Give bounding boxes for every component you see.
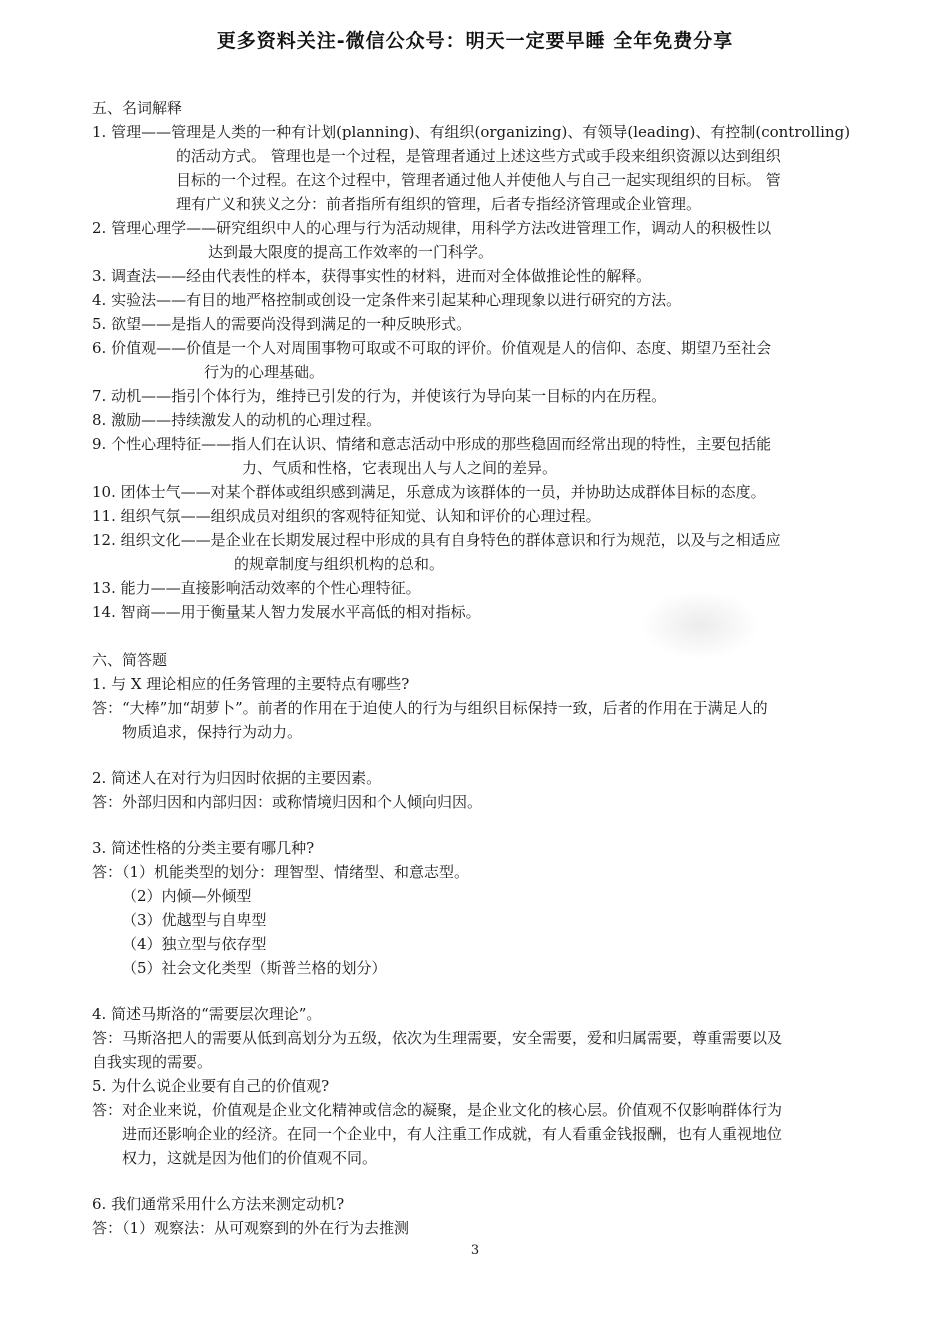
term-item-4: 4. 实验法——有目的地严格控制或创设一定条件来引起某种心理现象以进行研究的方法。 — [92, 291, 682, 309]
question-1 — [92, 672, 867, 744]
term-item-9: 9. 个性心理特征——指人们在认识、情绪和意志活动中形成的那些稳固而经常出现的特性，主要包括能 力、气质和性格，它表现出人与人之间的差异。 — [92, 435, 772, 477]
answer-line: 答：对企业来说，价值观是企业文化精神或信念的凝聚，是企业文化的核心层。价值观不仅影响群体行为 — [92, 1101, 783, 1119]
term-item-1: 1. 管理——管理是人类的一种有计划(planning)、有组织(organizing)、有领导(leading)、有控制(controlling) 的活动方式。 管理也是一个过程，是管理者通过上述这些方式或手段来组织资源以达到组织 目标的一个过程。在这个过程中，管理者通过他人并使他人与自己一起实现组织的目标。 管 理有广义和狭义之分：前者指所有组织的管理，后者专指经济管理或企业管理。 — [92, 123, 851, 213]
question-text: 2. 简述人在对行为归因时依据的主要因素。 — [92, 769, 382, 787]
section-title-short-answer: 六、简答题 — [92, 651, 168, 669]
page-header-banner: 更多资料关注-微信公众号：明天一定要早睡 全年免费分享 — [216, 30, 734, 52]
question-text: 5. 为什么说企业要有自己的价值观? — [92, 1077, 330, 1095]
answer-line: （5）社会文化类型（斯普兰格的划分） — [122, 959, 387, 977]
answer-line: （4）独立型与依存型 — [122, 935, 267, 953]
answer-line: 权力，这就是因为他们的价值观不同。 — [122, 1149, 378, 1167]
question-4 — [92, 1002, 867, 1074]
term-item-3: 3. 调查法——经由代表性的样本，获得事实性的材料，进而对全体做推论性的解释。 — [92, 267, 652, 285]
answer-line: 物质追求，保持行为动力。 — [122, 723, 303, 741]
term-item-10: 10. 团体士气——对某个群体或组织感到满足，乐意成为该群体的一员，并协助达成群体目标的态度。 — [92, 483, 766, 501]
question-text: 4. 简述马斯洛的“需要层次理论”。 — [92, 1005, 322, 1023]
question-3 — [92, 836, 867, 980]
question-5 — [92, 1074, 867, 1170]
answer-line: 答：马斯洛把人的需要从低到高划分为五级，依次为生理需要，安全需要，爱和归属需要，尊重需要以及 — [92, 1029, 783, 1047]
answer-line: （2）内倾—外倾型 — [122, 887, 252, 905]
answer-line: 进而还影响企业的经济。在同一个企业中，有人注重工作成就，有人看重金钱报酬，也有人重视地位 — [122, 1125, 783, 1143]
term-item-13: 13. 能力——直接影响活动效率的个性心理特征。 — [92, 579, 421, 597]
section-title-terms: 五、名词解释 — [92, 99, 183, 117]
term-item-5: 5. 欲望——是指人的需要尚没得到满足的一种反映形式。 — [92, 315, 472, 333]
question-6 — [92, 1192, 867, 1240]
question-2 — [92, 766, 867, 814]
term-item-8: 8. 激励——持续激发人的动机的心理过程。 — [92, 411, 382, 429]
answer-line: 答：“大棒”加“胡萝卜”。前者的作用在于迫使人的行为与组织目标保持一致，后者的作用在于满足人的 — [92, 699, 768, 717]
scan-smudge — [640, 590, 760, 660]
term-item-11: 11. 组织气氛——组织成员对组织的客观特征知觉、认知和评价的心理过程。 — [92, 507, 601, 525]
question-text: 3. 简述性格的分类主要有哪几种? — [92, 839, 315, 857]
answer-line: （3）优越型与自卑型 — [122, 911, 267, 929]
term-item-7: 7. 动机——指引个体行为，维持已引发的行为，并使该行为导向某一目标的内在历程。 — [92, 387, 667, 405]
term-item-14: 14. 智商——用于衡量某人智力发展水平高低的相对指标。 — [92, 603, 481, 621]
term-item-2: 2. 管理心理学——研究组织中人的心理与行为活动规律，用科学方法改进管理工作，调动人的积极性以 达到最大限度的提高工作效率的一门科学。 — [92, 219, 772, 261]
answer-line: 答：外部归因和内部归因：或称情境归因和个人倾向归因。 — [92, 793, 483, 811]
question-text: 1. 与 X 理论相应的任务管理的主要特点有哪些? — [92, 675, 410, 693]
page-number: 3 — [470, 1243, 480, 1258]
term-item-6: 6. 价值观——价值是一个人对周围事物可取或不可取的评价。价值观是人的信仰、态度、期望乃至社会 行为的心理基础。 — [92, 339, 772, 381]
term-item-12: 12. 组织文化——是企业在长期发展过程中形成的具有自身特色的群体意识和行为规范，以及与之相适应 的规章制度与组织机构的总和。 — [92, 531, 781, 573]
document-body — [92, 96, 867, 1240]
answer-line: 答：（1）机能类型的划分：理智型、情绪型、和意志型。 — [92, 863, 470, 881]
answer-line: 答：（1）观察法：从可观察到的外在行为去推测 — [92, 1219, 410, 1237]
answer-line: 自我实现的需要。 — [92, 1053, 213, 1071]
question-text: 6. 我们通常采用什么方法来测定动机? — [92, 1195, 345, 1213]
